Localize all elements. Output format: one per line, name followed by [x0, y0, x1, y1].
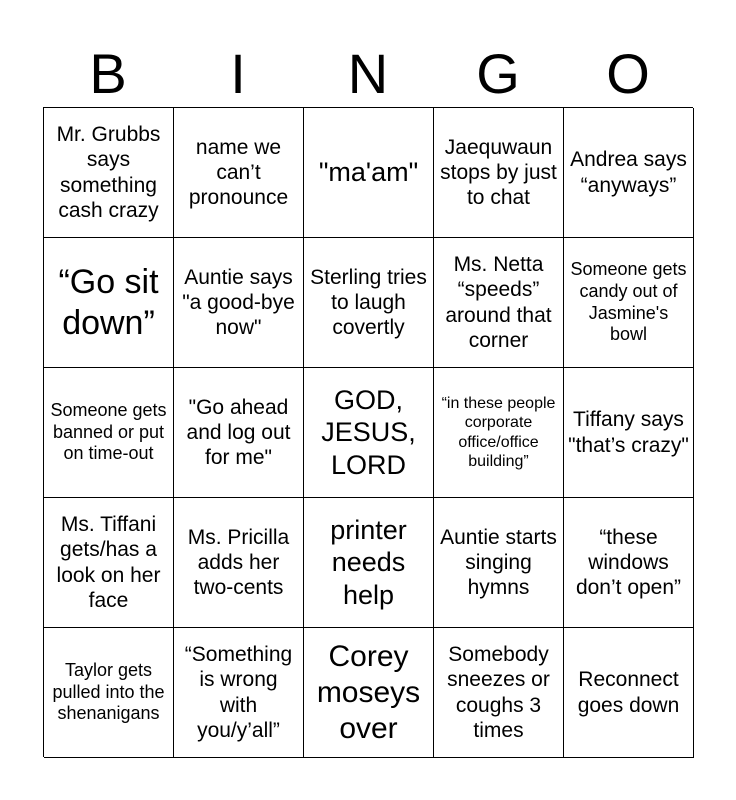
header-letter-i: I — [230, 42, 246, 105]
bingo-cell[interactable]: “Go sit down” — [44, 238, 174, 368]
bingo-cell[interactable]: "ma'am" — [304, 108, 434, 238]
bingo-cell[interactable]: Mr. Grubbs says something cash crazy — [44, 108, 174, 238]
bingo-cell[interactable]: Corey moseys over — [304, 628, 434, 758]
bingo-board — [43, 107, 693, 757]
header-letter-o: O — [606, 42, 650, 105]
bingo-cell[interactable]: “in these people corporate office/office building” — [434, 368, 564, 498]
bingo-cell[interactable]: Tiffany says "that’s crazy" — [564, 368, 694, 498]
bingo-cell[interactable]: Auntie says "a good-bye now" — [174, 238, 304, 368]
bingo-cell[interactable]: Auntie starts singing hymns — [434, 498, 564, 628]
bingo-header — [43, 40, 693, 108]
bingo-cell[interactable]: Ms. Pricilla adds her two-cents — [174, 498, 304, 628]
header-letter-g: G — [476, 42, 520, 105]
bingo-cell[interactable]: Reconnect goes down — [564, 628, 694, 758]
bingo-cell[interactable]: Someone gets candy out of Jasmine's bowl — [564, 238, 694, 368]
bingo-cell[interactable]: “Something is wrong with you/y’all” — [174, 628, 304, 758]
bingo-cell[interactable]: “these windows don’t open” — [564, 498, 694, 628]
bingo-cell[interactable]: Someone gets banned or put on time-out — [44, 368, 174, 498]
bingo-cell[interactable]: Jaequwaun stops by just to chat — [434, 108, 564, 238]
bingo-cell[interactable]: GOD, JESUS, LORD — [304, 368, 434, 498]
bingo-cell[interactable]: Sterling tries to laugh covertly — [304, 238, 434, 368]
bingo-cell[interactable]: Andrea says “anyways” — [564, 108, 694, 238]
bingo-cell[interactable]: name we can’t pronounce — [174, 108, 304, 238]
bingo-cell[interactable]: Taylor gets pulled into the shenanigans — [44, 628, 174, 758]
bingo-cell[interactable]: "Go ahead and log out for me" — [174, 368, 304, 498]
header-letter-n: N — [347, 42, 389, 105]
bingo-cell[interactable]: printer needs help — [304, 498, 434, 628]
header-letter-b: B — [89, 42, 127, 105]
bingo-cell[interactable]: Ms. Netta “speeds” around that corner — [434, 238, 564, 368]
bingo-cell[interactable]: Somebody sneezes or coughs 3 times — [434, 628, 564, 758]
bingo-cell[interactable]: Ms. Tiffani gets/has a look on her face — [44, 498, 174, 628]
